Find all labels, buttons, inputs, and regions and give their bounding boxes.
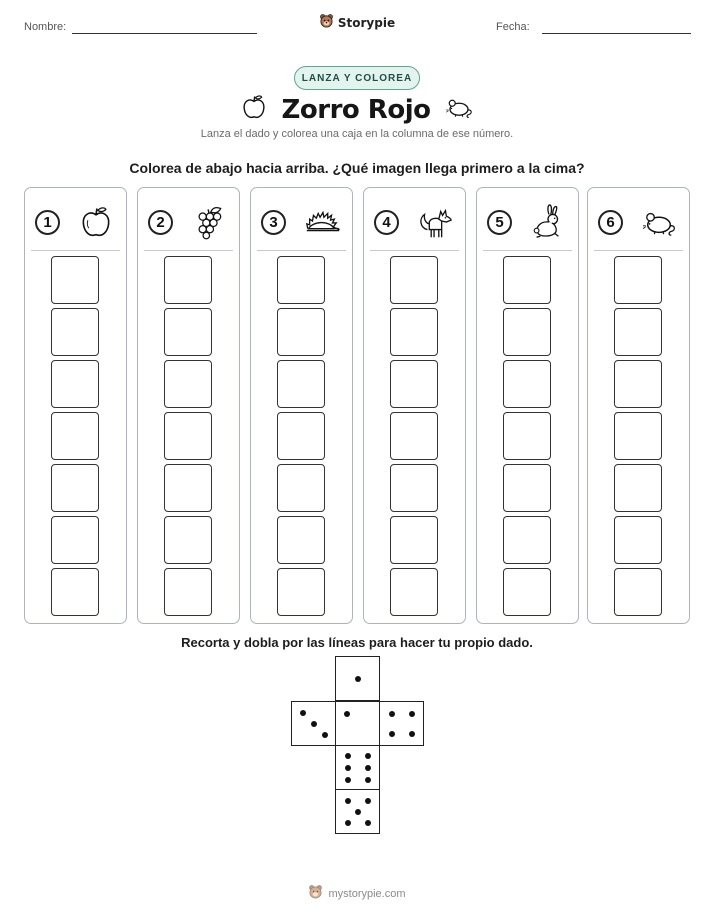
die-pip — [344, 711, 350, 717]
column-divider — [31, 250, 120, 251]
color-box-3-5[interactable] — [277, 360, 325, 408]
color-box-6-2[interactable] — [614, 516, 662, 564]
die-pip — [365, 753, 371, 759]
color-box-6-3[interactable] — [614, 464, 662, 512]
brand-logo — [0, 13, 714, 33]
color-box-5-3[interactable] — [503, 464, 551, 512]
color-box-5-1[interactable] — [503, 568, 551, 616]
page-title: Zorro Rojo — [281, 94, 431, 125]
color-box-6-5[interactable] — [614, 360, 662, 408]
die-pip — [355, 676, 361, 682]
mouse-icon — [444, 94, 474, 125]
color-box-2-6[interactable] — [164, 308, 212, 356]
bear-icon — [319, 13, 334, 33]
footer-url[interactable]: mystorypie.com — [328, 888, 406, 900]
die-pip — [322, 732, 328, 738]
die-face-6 — [335, 745, 380, 790]
number-circle: 5 — [487, 210, 512, 235]
color-box-3-6[interactable] — [277, 308, 325, 356]
column-header — [374, 202, 454, 242]
die-pip — [345, 753, 351, 759]
die-pip — [345, 820, 351, 826]
color-box-1-2[interactable] — [51, 516, 99, 564]
color-box-2-4[interactable] — [164, 412, 212, 460]
column-3 — [250, 187, 353, 624]
grapes-icon — [190, 203, 228, 241]
color-box-5-7[interactable] — [503, 256, 551, 304]
mouse-icon — [640, 203, 678, 241]
color-box-5-4[interactable] — [503, 412, 551, 460]
color-box-3-1[interactable] — [277, 568, 325, 616]
column-header — [598, 202, 678, 242]
color-box-3-4[interactable] — [277, 412, 325, 460]
apple-icon — [240, 92, 268, 127]
number-circle: 6 — [598, 210, 623, 235]
die-pip — [365, 798, 371, 804]
color-box-2-1[interactable] — [164, 568, 212, 616]
color-box-3-3[interactable] — [277, 464, 325, 512]
color-box-1-3[interactable] — [51, 464, 99, 512]
column-header — [487, 202, 567, 242]
number-circle: 1 — [35, 210, 60, 235]
color-box-4-3[interactable] — [390, 464, 438, 512]
die-face-3 — [291, 701, 336, 746]
die-pip — [345, 798, 351, 804]
column-divider — [257, 250, 346, 251]
die-pip — [365, 777, 371, 783]
column-divider — [594, 250, 683, 251]
color-box-1-6[interactable] — [51, 308, 99, 356]
column-5 — [476, 187, 579, 624]
color-box-6-7[interactable] — [614, 256, 662, 304]
color-box-1-1[interactable] — [51, 568, 99, 616]
die-pip — [355, 809, 361, 815]
color-box-2-7[interactable] — [164, 256, 212, 304]
footer — [0, 884, 714, 904]
cut-instruction: Recorta y dobla por las líneas para hacer tu propio dado. — [181, 635, 533, 650]
color-box-5-5[interactable] — [503, 360, 551, 408]
rabbit-icon — [529, 203, 567, 241]
color-box-3-7[interactable] — [277, 256, 325, 304]
title-row — [0, 92, 714, 127]
color-box-1-7[interactable] — [51, 256, 99, 304]
die-pip — [311, 721, 317, 727]
fox-icon — [416, 203, 454, 241]
die-pip — [300, 710, 306, 716]
column-divider — [483, 250, 572, 251]
die-face-4 — [379, 701, 424, 746]
date-line — [542, 33, 691, 34]
column-6 — [587, 187, 690, 624]
die-pip — [409, 711, 415, 717]
color-box-6-1[interactable] — [614, 568, 662, 616]
instruction: Colorea de abajo hacia arriba. ¿Qué imagen llega primero a la cima? — [129, 160, 585, 176]
color-box-6-4[interactable] — [614, 412, 662, 460]
color-box-2-2[interactable] — [164, 516, 212, 564]
die-pip — [365, 765, 371, 771]
color-box-6-6[interactable] — [614, 308, 662, 356]
activity-badge: LANZA Y COLOREA — [294, 66, 420, 90]
color-box-5-6[interactable] — [503, 308, 551, 356]
brand-name: Storypie — [337, 16, 396, 30]
die-pip — [389, 731, 395, 737]
die-face-1 — [335, 656, 380, 701]
die-pip — [409, 731, 415, 737]
name-label: Nombre: — [24, 21, 67, 33]
name-line — [72, 33, 257, 34]
column-4 — [363, 187, 466, 624]
color-box-4-7[interactable] — [390, 256, 438, 304]
hedgehog-icon — [303, 203, 341, 241]
column-divider — [144, 250, 233, 251]
die-pip — [389, 711, 395, 717]
column-divider — [370, 250, 459, 251]
color-box-1-5[interactable] — [51, 360, 99, 408]
color-box-4-2[interactable] — [390, 516, 438, 564]
bear-icon — [308, 884, 323, 904]
column-header — [148, 202, 228, 242]
color-box-3-2[interactable] — [277, 516, 325, 564]
color-box-4-4[interactable] — [390, 412, 438, 460]
die-face-5 — [335, 789, 380, 834]
date-label: Fecha: — [496, 21, 530, 33]
color-box-4-6[interactable] — [390, 308, 438, 356]
color-box-4-1[interactable] — [390, 568, 438, 616]
column-header — [261, 202, 341, 242]
number-circle: 4 — [374, 210, 399, 235]
die-pip — [345, 765, 351, 771]
color-box-5-2[interactable] — [503, 516, 551, 564]
die-pip — [365, 820, 371, 826]
color-box-2-5[interactable] — [164, 360, 212, 408]
number-circle: 3 — [261, 210, 286, 235]
number-circle: 2 — [148, 210, 173, 235]
apple-icon — [77, 203, 115, 241]
color-box-1-4[interactable] — [51, 412, 99, 460]
subtitle: Lanza el dado y colorea una caja en la columna de ese número. — [200, 128, 514, 140]
column-2 — [137, 187, 240, 624]
die-face-1 — [335, 701, 380, 746]
color-box-2-3[interactable] — [164, 464, 212, 512]
column-1 — [24, 187, 127, 624]
color-box-4-5[interactable] — [390, 360, 438, 408]
columns-board — [24, 187, 690, 624]
die-pip — [345, 777, 351, 783]
column-header — [35, 202, 115, 242]
